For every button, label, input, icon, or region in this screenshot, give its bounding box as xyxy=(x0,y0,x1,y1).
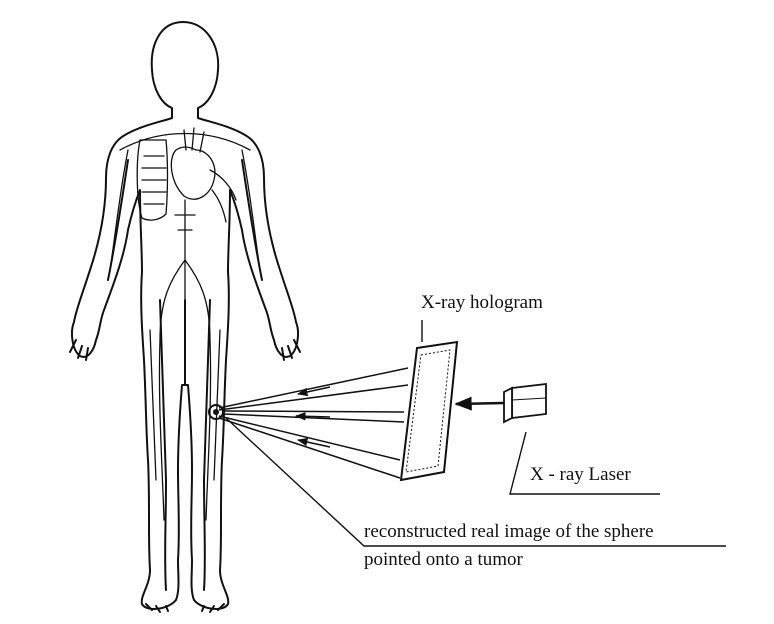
reconstruction-beams xyxy=(219,368,408,478)
reconstructed-image-label-line2: pointed onto a tumor xyxy=(364,549,523,570)
heart xyxy=(171,147,215,199)
beam-lower-outer xyxy=(219,418,400,478)
laser-beam-arrow xyxy=(456,403,504,404)
hologram-plate xyxy=(401,342,457,480)
beam-lower-inner xyxy=(219,416,400,460)
beam-middle-top xyxy=(224,411,404,412)
human-body-outline xyxy=(70,22,300,612)
x-ray-hologram-label: X-ray hologram xyxy=(421,292,543,313)
laser-source xyxy=(504,384,546,422)
arrow-mid xyxy=(296,416,330,417)
x-ray-laser-label: X - ray Laser xyxy=(530,464,631,485)
reconstructed-image-label-line1: reconstructed real image of the sphere xyxy=(364,521,654,542)
beam-middle-bottom xyxy=(224,414,404,422)
leader-lines xyxy=(226,320,726,546)
